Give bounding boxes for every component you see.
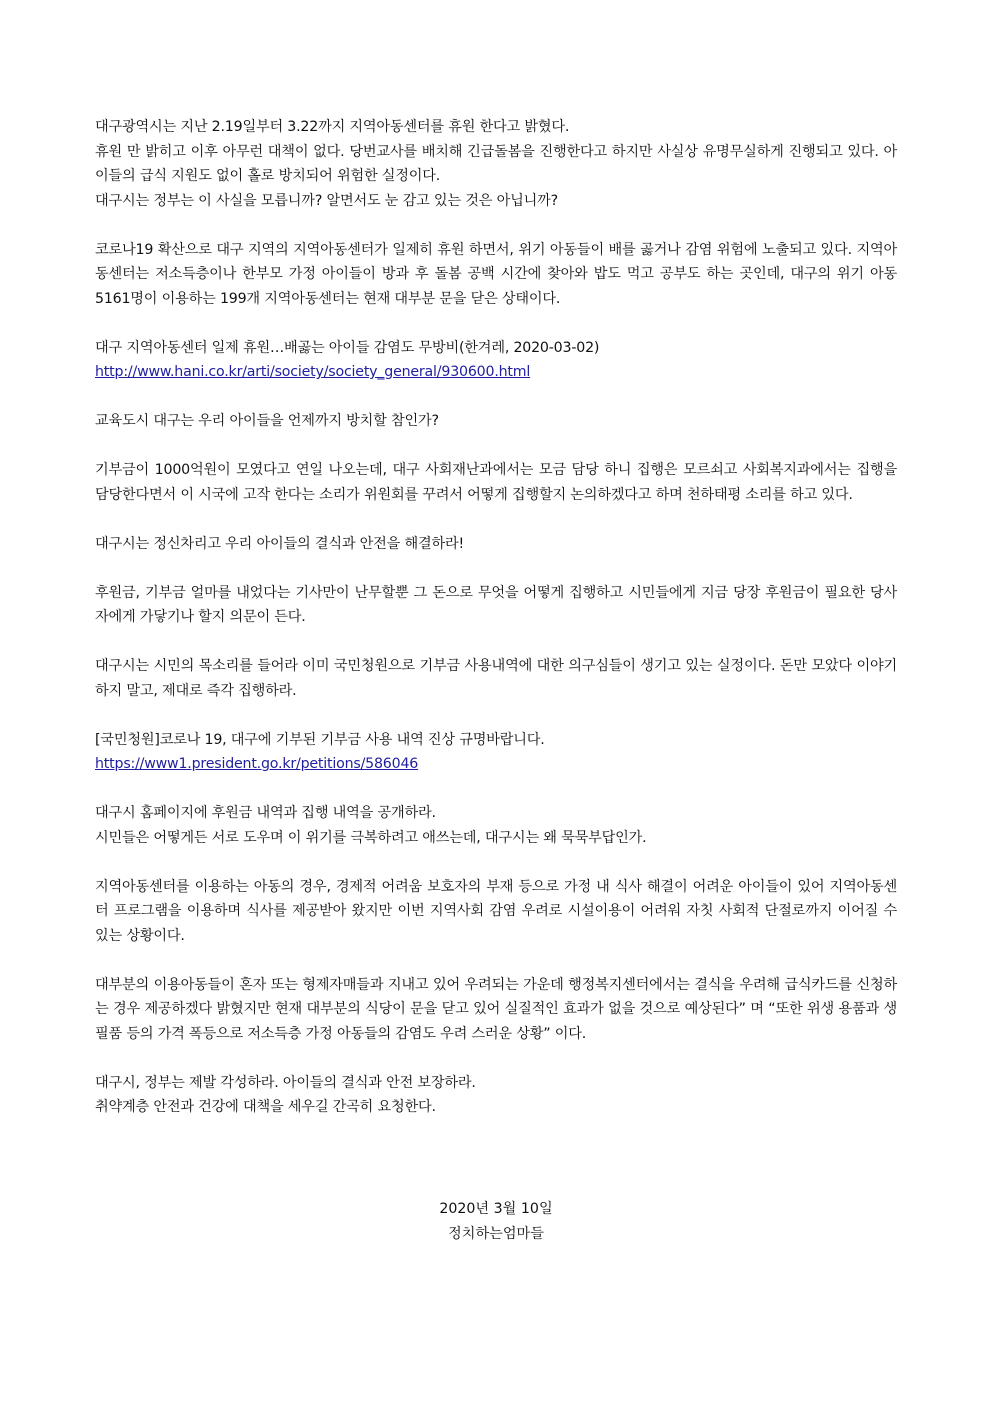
paragraph-line: 대구시 홈페이지에 후원금 내역과 집행 내역을 공개하라. bbox=[95, 805, 436, 821]
paragraph-line: 대구시는 정신차리고 우리 아이들의 결식과 안전을 해결하라! bbox=[95, 535, 464, 552]
paragraph-9-petition-reference bbox=[95, 728, 897, 777]
paragraph-10 bbox=[95, 801, 897, 850]
paragraph-12 bbox=[95, 973, 897, 1047]
article-link[interactable]: http://www.hani.co.kr/arti/society/society_general/930600.html bbox=[95, 364, 531, 380]
paragraph-1 bbox=[95, 115, 897, 213]
paragraph-4 bbox=[95, 409, 897, 434]
document-body bbox=[95, 115, 902, 1144]
paragraph-13 bbox=[95, 1071, 897, 1120]
petition-title: [국민청원]코로나 19, 대구에 기부된 기부금 사용 내역 진상 규명바랍니다. bbox=[95, 731, 545, 748]
paragraph-7 bbox=[95, 581, 897, 630]
paragraph-line: 대부분의 이용아동들이 혼자 또는 형제자매들과 지내고 있어 우려되는 가운데 행정복지센터에서는 결식을 우려해 급식카드를 신청하는 경우 제공하겠다 밝혔지만 현재 대부분의 식당이 문을 닫고 있어 실질적인 효과가 없을 것으로 예상된다” 며 “또한 위생 용품과 생필품 등의 가격 폭등으로 저소득층 가정 아동들의 감염도 우려 스러운 상황” 이다. bbox=[95, 976, 897, 1042]
paragraph-line: 취약계층 안전과 건강에 대책을 세우길 간곡히 요청한다. bbox=[95, 1099, 436, 1115]
paragraph-2 bbox=[95, 238, 902, 312]
paragraph-5 bbox=[95, 458, 902, 507]
paragraph-line: 교육도시 대구는 우리 아이들을 언제까지 방치할 참인가? bbox=[95, 413, 439, 429]
paragraph-line: 지역아동센터를 이용하는 아동의 경우, 경제적 어려움 보호자의 부재 등으로 가정 내 식사 해결이 어려운 아이들이 있어 지역아동센터 프로그램을 이용하며 식사를 제공받아 왔지만 이번 지역사회 감염 우려로 시설이용이 어려워 자칫 사회적 단절로까지 이어질 수 있는 상황이다. bbox=[95, 878, 902, 944]
paragraph-line: 대구시, 정부는 제발 각성하라. 아이들의 결식과 안전 보장하라. bbox=[95, 1074, 476, 1091]
paragraph-6 bbox=[95, 532, 897, 557]
paragraph-line: 대구시는 정부는 이 사실을 모릅니까? 알면서도 눈 감고 있는 것은 아닙니까? bbox=[95, 192, 558, 209]
paragraph-8 bbox=[95, 654, 902, 703]
paragraph-line: 후원금, 기부금 얼마를 내었다는 기사만이 난무할뿐 그 돈으로 무엇을 어떻게 집행하고 시민들에게 지금 당장 후원금이 필요한 당사자에게 가닿기나 할지 의문이 든다. bbox=[95, 584, 897, 625]
paragraph-line: 대구시는 시민의 목소리를 들어라 이미 국민청원으로 기부금 사용내역에 대한 의구심들이 생기고 있는 실정이다. 돈만 모았다 이야기 하지 말고, 제대로 즉각 집행하라. bbox=[95, 658, 902, 699]
paragraph-line: 코로나19 확산으로 대구 지역의 지역아동센터가 일제히 휴원 하면서, 위기 아동들이 배를 곯거나 감염 위험에 노출되고 있다. 지역아동센터는 저소득층이나 한부모 가정 아이들이 방과 후 돌봄 공백 시간에 찾아와 밥도 먹고 공부도 하는 곳인데, 대구의 위기 아동 5161명이 이용하는 199개 지역아동센터는 현재 대부분 문을 닫은 상태이다. bbox=[95, 241, 902, 307]
petition-link[interactable]: https://www1.president.go.kr/petitions/586046 bbox=[95, 756, 419, 772]
footer-date: 2020년 3월 10일 bbox=[439, 1201, 553, 1217]
article-title: 대구 지역아동센터 일제 휴원…배곯는 아이들 감염도 무방비(한겨레, 2020-03-02) bbox=[95, 339, 600, 356]
paragraph-line: 휴원 만 밝히고 이후 아무런 대책이 없다. 당번교사를 배치해 긴급돌봄을 진행한다고 하지만 사실상 유명무실하게 진행되고 있다. 아이들의 급식 지원도 없이 홀로 방치되어 위험한 실정이다. bbox=[95, 143, 897, 184]
document-footer bbox=[0, 1197, 992, 1247]
paragraph-line: 대구광역시는 지난 2.19일부터 3.22까지 지역아동센터를 휴원 한다고 밝혔다. bbox=[95, 119, 570, 135]
paragraph-line: 시민들은 어떻게든 서로 도우며 이 위기를 극복하려고 애쓰는데, 대구시는 왜 묵묵부답인가. bbox=[95, 829, 647, 846]
paragraph-3-article-reference bbox=[95, 336, 897, 385]
paragraph-11 bbox=[95, 875, 902, 949]
paragraph-line: 기부금이 1000억원이 모였다고 연일 나오는데, 대구 사회재난과에서는 모금 담당 하니 집행은 모르쇠고 사회복지과에서는 집행을 담당한다면서 이 시국에 고작 한다는 소리가 위원회를 꾸려서 어떻게 집행할지 논의하겠다고 하며 천하태평 소리를 하고 있다. bbox=[95, 462, 902, 503]
footer-author: 정치하는엄마들 bbox=[448, 1226, 544, 1242]
